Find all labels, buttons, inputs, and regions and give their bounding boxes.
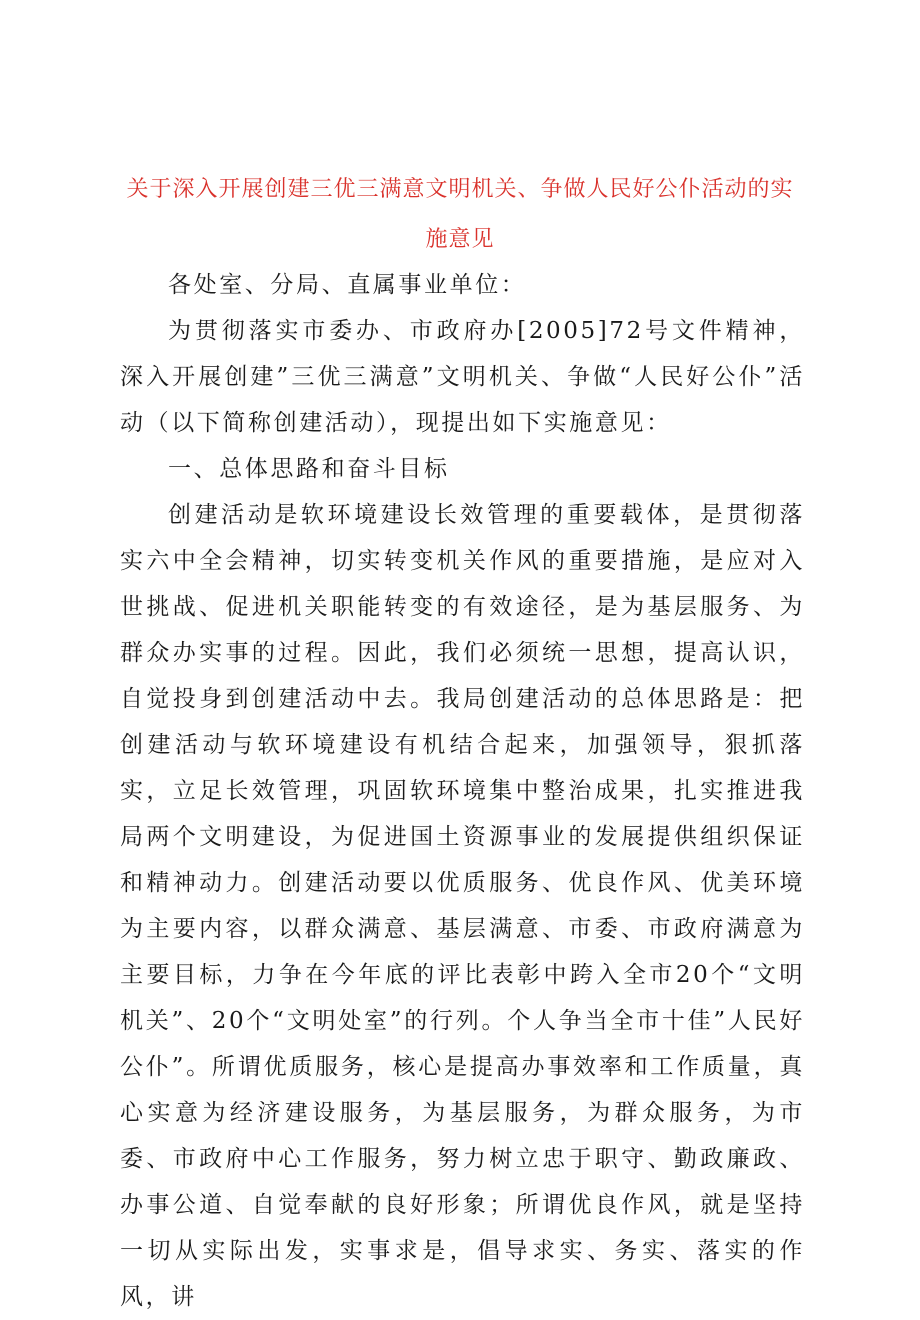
paragraph-main: 创建活动是软环境建设长效管理的重要载体，是贯彻落实六中全会精神，切实转变机关作风的重要措施，是应对入世挑战、促进机关职能转变的有效途径，是为基层服务、为群众办实事的过程。因此，我们必须统一思想，提高认识，自觉投身到创建活动中去。我局创建活动的总体思路是：把创建活动与软环境建设有机结合起来，加强领导，狠抓落实，立足长效管理，巩固软环境集中整治成果，扎实推进我局两个文明建设，为促进国土资源事业的发展提供组织保证和精神动力。创建活动要以优质服务、优良作风、优美环境为主要内容，以群众满意、基层满意、市委、市政府满意为主要目标，力争在今年底的评比表彰中跨入全市20个“文明机关”、20个“文明处室”的行列。个人争当全市十佳”人民好公仆”。所谓优质服务，核心是提高办事效率和工作质量，真心实意为经济建设服务，为基层服务，为群众服务，为市委、市政府中心工作服务，努力树立忠于职守、勤政廉政、办事公道、自觉奉献的良好形象；所谓优良作风，就是坚持一切从实际出发，实事求是，倡导求实、务实、落实的作风，讲 <box>120 502 805 1310</box>
paragraph-intro: 为贯彻落实市委办、市政府办[2005]72号文件精神，深入开展创建”三优三满意”文明机关、争做“人民好公仆”活动（以下简称创建活动），现提出如下实施意见： <box>120 318 805 436</box>
document-title-line-2: 施意见 <box>425 227 495 252</box>
salutation: 各处室、分局、直属事业单位： <box>168 272 527 298</box>
document-body <box>120 262 805 1320</box>
section-heading: 一、总体思路和奋斗目标 <box>168 456 450 482</box>
document-title-line-1: 关于深入开展创建三优三满意文明机关、争做人民好公仆活动的实 <box>126 177 794 202</box>
